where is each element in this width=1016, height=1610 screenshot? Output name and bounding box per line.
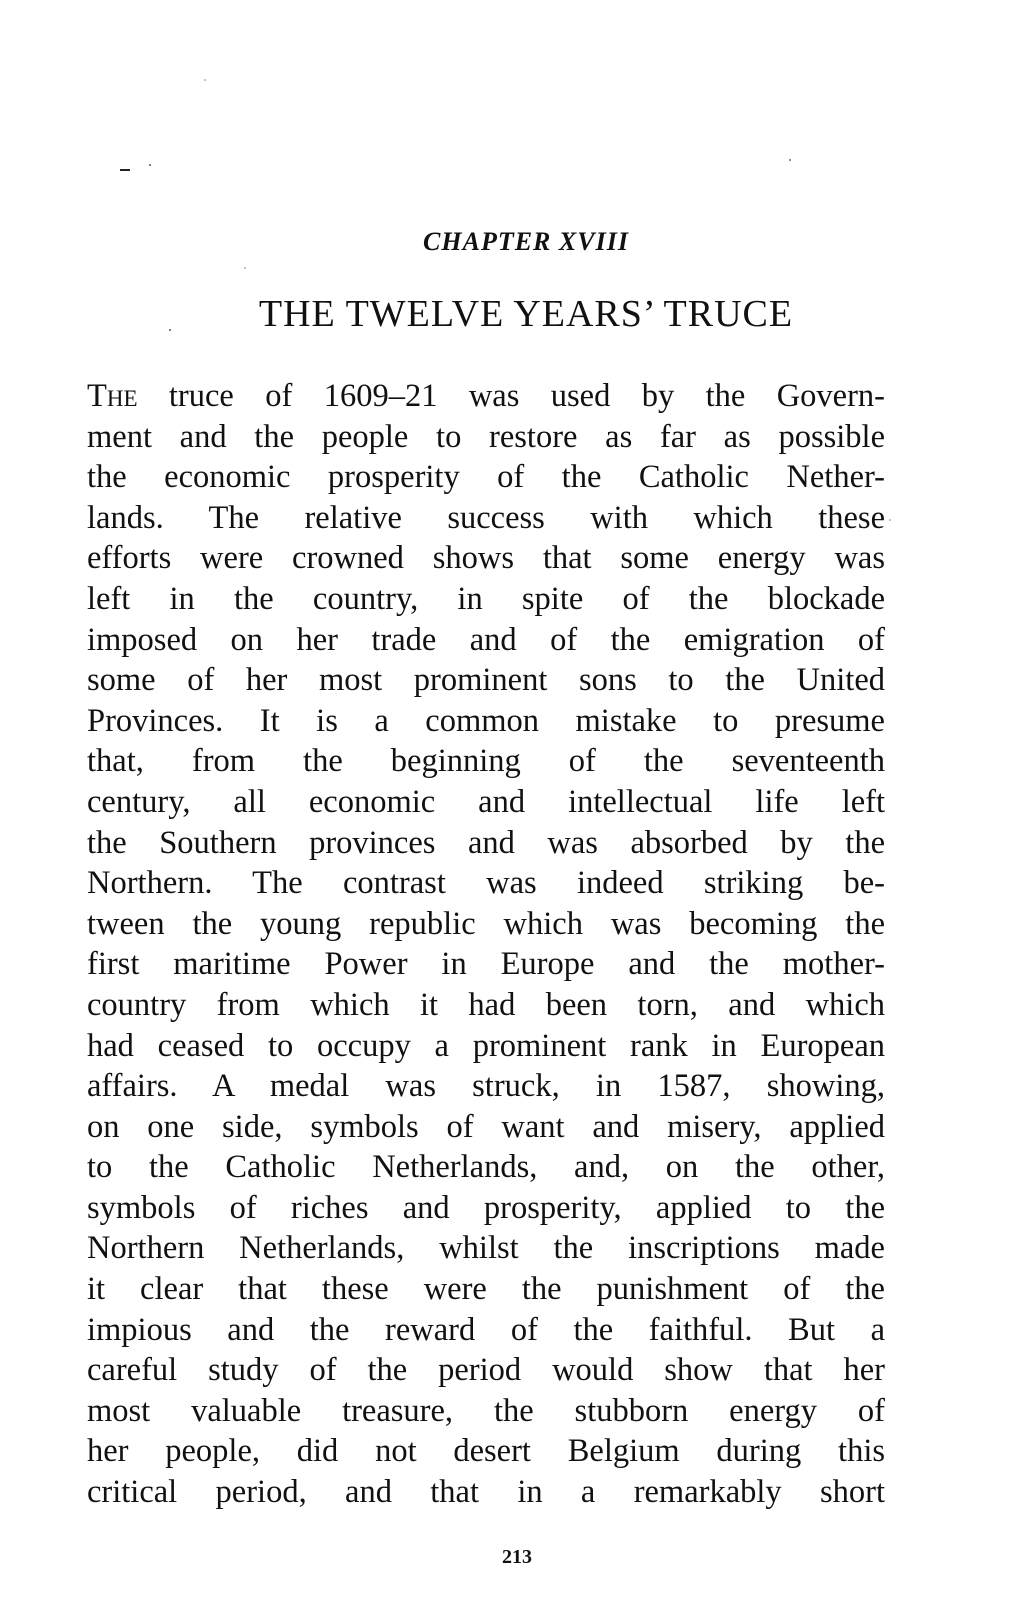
body-line: ment and the people to restore as far as possible bbox=[87, 418, 885, 455]
body-line: the Southern provinces and was absorbed by the bbox=[87, 824, 885, 861]
body-line: efforts were crowned shows that some energy was bbox=[87, 540, 885, 577]
body-line: imposed on her trade and of the emigration of bbox=[87, 621, 885, 658]
body-line: it clear that these were the punishment of the bbox=[87, 1271, 885, 1308]
scan-speck bbox=[149, 164, 151, 166]
chapter-label: CHAPTER XVIII bbox=[423, 227, 629, 256]
scan-speck bbox=[169, 329, 171, 331]
body-line: her people, did not desert Belgium during this bbox=[87, 1433, 885, 1470]
body-line: first maritime Power in Europe and the mother- bbox=[87, 946, 885, 983]
body-line: critical period, and that in a remarkably short bbox=[87, 1474, 885, 1511]
body-line: some of her most prominent sons to the United bbox=[87, 662, 885, 699]
body-line: Provinces. It is a common mistake to presume bbox=[87, 702, 885, 739]
page-number: 213 bbox=[502, 1546, 532, 1568]
body-line: the economic prosperity of the Catholic Nether- bbox=[87, 459, 885, 496]
body-line: on one side, symbols of want and misery, applied bbox=[87, 1108, 885, 1145]
body-line: country from which it had been torn, and which bbox=[87, 986, 885, 1023]
body-line: Northern Netherlands, whilst the inscriptions made bbox=[87, 1230, 885, 1267]
body-line: most valuable treasure, the stubborn energy of bbox=[87, 1392, 885, 1429]
body-line: symbols of riches and prosperity, applied to the bbox=[87, 1189, 885, 1226]
body-line: that, from the beginning of the seventeenth bbox=[87, 743, 885, 780]
body-line-text: truce of 1609–21 was used by the Govern- bbox=[137, 378, 885, 414]
body-line: tween the young republic which was becoming the bbox=[87, 905, 885, 942]
body-line: century, all economic and intellectual life left bbox=[87, 783, 885, 820]
scan-speck bbox=[789, 159, 791, 161]
scan-speck bbox=[244, 267, 246, 269]
scan-speck bbox=[204, 79, 206, 81]
body-line: lands. The relative success with which these bbox=[87, 499, 885, 536]
body-line: to the Catholic Netherlands, and, on the other, bbox=[87, 1149, 885, 1186]
lead-word: The bbox=[87, 378, 138, 414]
chapter-title: THE TWELVE YEARS’ TRUCE bbox=[258, 293, 794, 335]
body-line: affairs. A medal was struck, in 1587, showing, bbox=[87, 1068, 885, 1105]
body-line: impious and the reward of the faithful. But a bbox=[87, 1311, 885, 1348]
body-line: had ceased to occupy a prominent rank in European bbox=[87, 1027, 885, 1064]
body-line: Northern. The contrast was indeed striking be- bbox=[87, 865, 885, 902]
scan-speck bbox=[889, 519, 891, 521]
body-line: careful study of the period would show that her bbox=[87, 1352, 885, 1389]
body-line: left in the country, in spite of the blockade bbox=[87, 580, 885, 617]
